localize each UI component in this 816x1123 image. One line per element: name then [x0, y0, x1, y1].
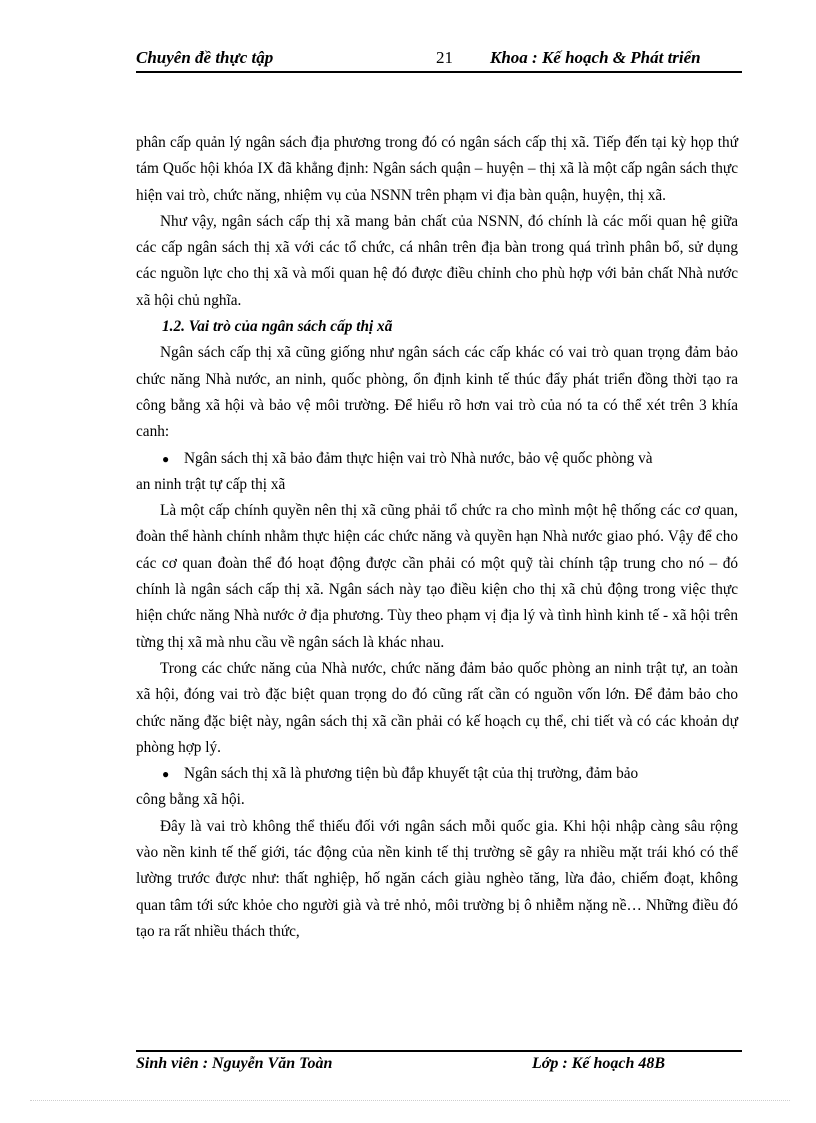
bullet-2-line-1: Ngân sách thị xã là phương tiện bù đắp khuyết tật của thị trường, đảm bảo [184, 765, 639, 783]
bullet-icon: ● [162, 767, 170, 782]
footer-student: Sinh viên : Nguyễn Văn Toàn [136, 1055, 333, 1072]
paragraph-3: Ngân sách cấp thị xã cũng giống như ngân sách các cấp khác có vai trò quan trọng đảm bảo chức năng Nhà nước, an ninh, quốc phòng, ổn định kinh tế thúc đẩy phát triển đồng thời tạo ra công bằng xã hội và bảo vệ môi trường. Để hiểu rõ hơn vai trò của nó ta có thể xét trên 3 khía canh: [136, 344, 738, 441]
bullet-1-line-1: Ngân sách thị xã bảo đảm thực hiện vai trò Nhà nước, bảo vệ quốc phòng và [184, 449, 653, 467]
paragraph-2: Như vậy, ngân sách cấp thị xã mang bản chất của NSNN, đó chính là các mối quan hệ giữa các cấp ngân sách thị xã với các tổ chức, cá nhân trên địa bàn trong quá trình phân bổ, sử dụng các nguồn lực cho thị xã và mối quan hệ đó được điều chỉnh cho phù hợp với bản chất Nhà nước xã hội chủ nghĩa. [136, 212, 738, 309]
paragraph-5: Trong các chức năng của Nhà nước, chức năng đảm bảo quốc phòng an ninh trật tự, an toàn xã hội, đóng vai trò đặc biệt quan trọng do đó cũng rất cần có nguồn vốn lớn. Để đảm bảo cho chức năng đặc biệt này, ngân sách thị xã cần phải có kế hoạch cụ thể, chi tiết và có các khoản dự phòng hợp lý. [136, 659, 738, 756]
section-heading: 1.2. Vai trò của ngân sách cấp thị xã [162, 318, 393, 336]
page-footer [136, 1055, 742, 1079]
header-report-title: Chuyên đề thực tập [136, 48, 274, 67]
bullet-1-line-2: an ninh trật tự cấp thị xã [136, 475, 286, 493]
bullet-item-1 [136, 446, 738, 472]
bullet-icon: ● [162, 451, 170, 466]
page-break-line [30, 1100, 790, 1101]
footer-rule [136, 1050, 742, 1052]
bullet-2-line-2: công bằng xã hội. [136, 791, 245, 809]
bullet-item-2 [136, 761, 738, 787]
paragraph-4: Là một cấp chính quyền nên thị xã cũng phải tổ chức ra cho mình một hệ thống các cơ quan, đoàn thể hành chính nhằm thực hiện các chức năng và quyền hạn Nhà nước giao phó. Vậy để cho các cơ quan đoàn thể đó hoạt động được cần phải có một quỹ tài chính tập trung cho nó – đó chính là ngân sách cấp thị xã. Ngân sách này tạo điều kiện cho thị xã chủ động trong việc thực hiện chức năng Nhà nước ở địa phương. Tùy theo phạm vị địa lý và tình hình kinh tế - xã hội trên từng thị xã mà nhu cầu về ngân sách là khác nhau. [136, 502, 738, 651]
page-number: 21 [436, 48, 453, 67]
page-header [136, 48, 742, 72]
header-faculty: Khoa : Kế hoạch & Phát triển [490, 48, 701, 67]
paragraph-1: phân cấp quản lý ngân sách địa phương trong đó có ngân sách cấp thị xã. Tiếp đến tại kỳ họp thứ tám Quốc hội khóa IX đã khẳng định: Ngân sách quận – huyện – thị xã là một cấp ngân sách thực hiện vai trò, chức năng, nhiệm vụ của NSNN trên phạm vi địa bàn quận, huyện, thị xã. [136, 134, 738, 204]
header-rule [136, 71, 742, 73]
footer-class: Lớp : Kế hoạch 48B [532, 1055, 666, 1072]
paragraph-6: Đây là vai trò không thể thiếu đối với ngân sách mỗi quốc gia. Khi hội nhập càng sâu rộng vào nền kinh tế thế giới, tác động của nền kinh tế thị trường sẽ gây ra nhiều mặt trái khó có thể lường trước được như: thất nghiệp, hố ngăn cách giàu nghèo tăng, lừa đảo, chiếm đoạt, không quan tâm tới sức khỏe cho người già và trẻ nhỏ, môi trường bị ô nhiễm nặng nề… Những điều đó tạo ra rất nhiều thách thức, [136, 817, 738, 940]
page-body [136, 130, 738, 945]
